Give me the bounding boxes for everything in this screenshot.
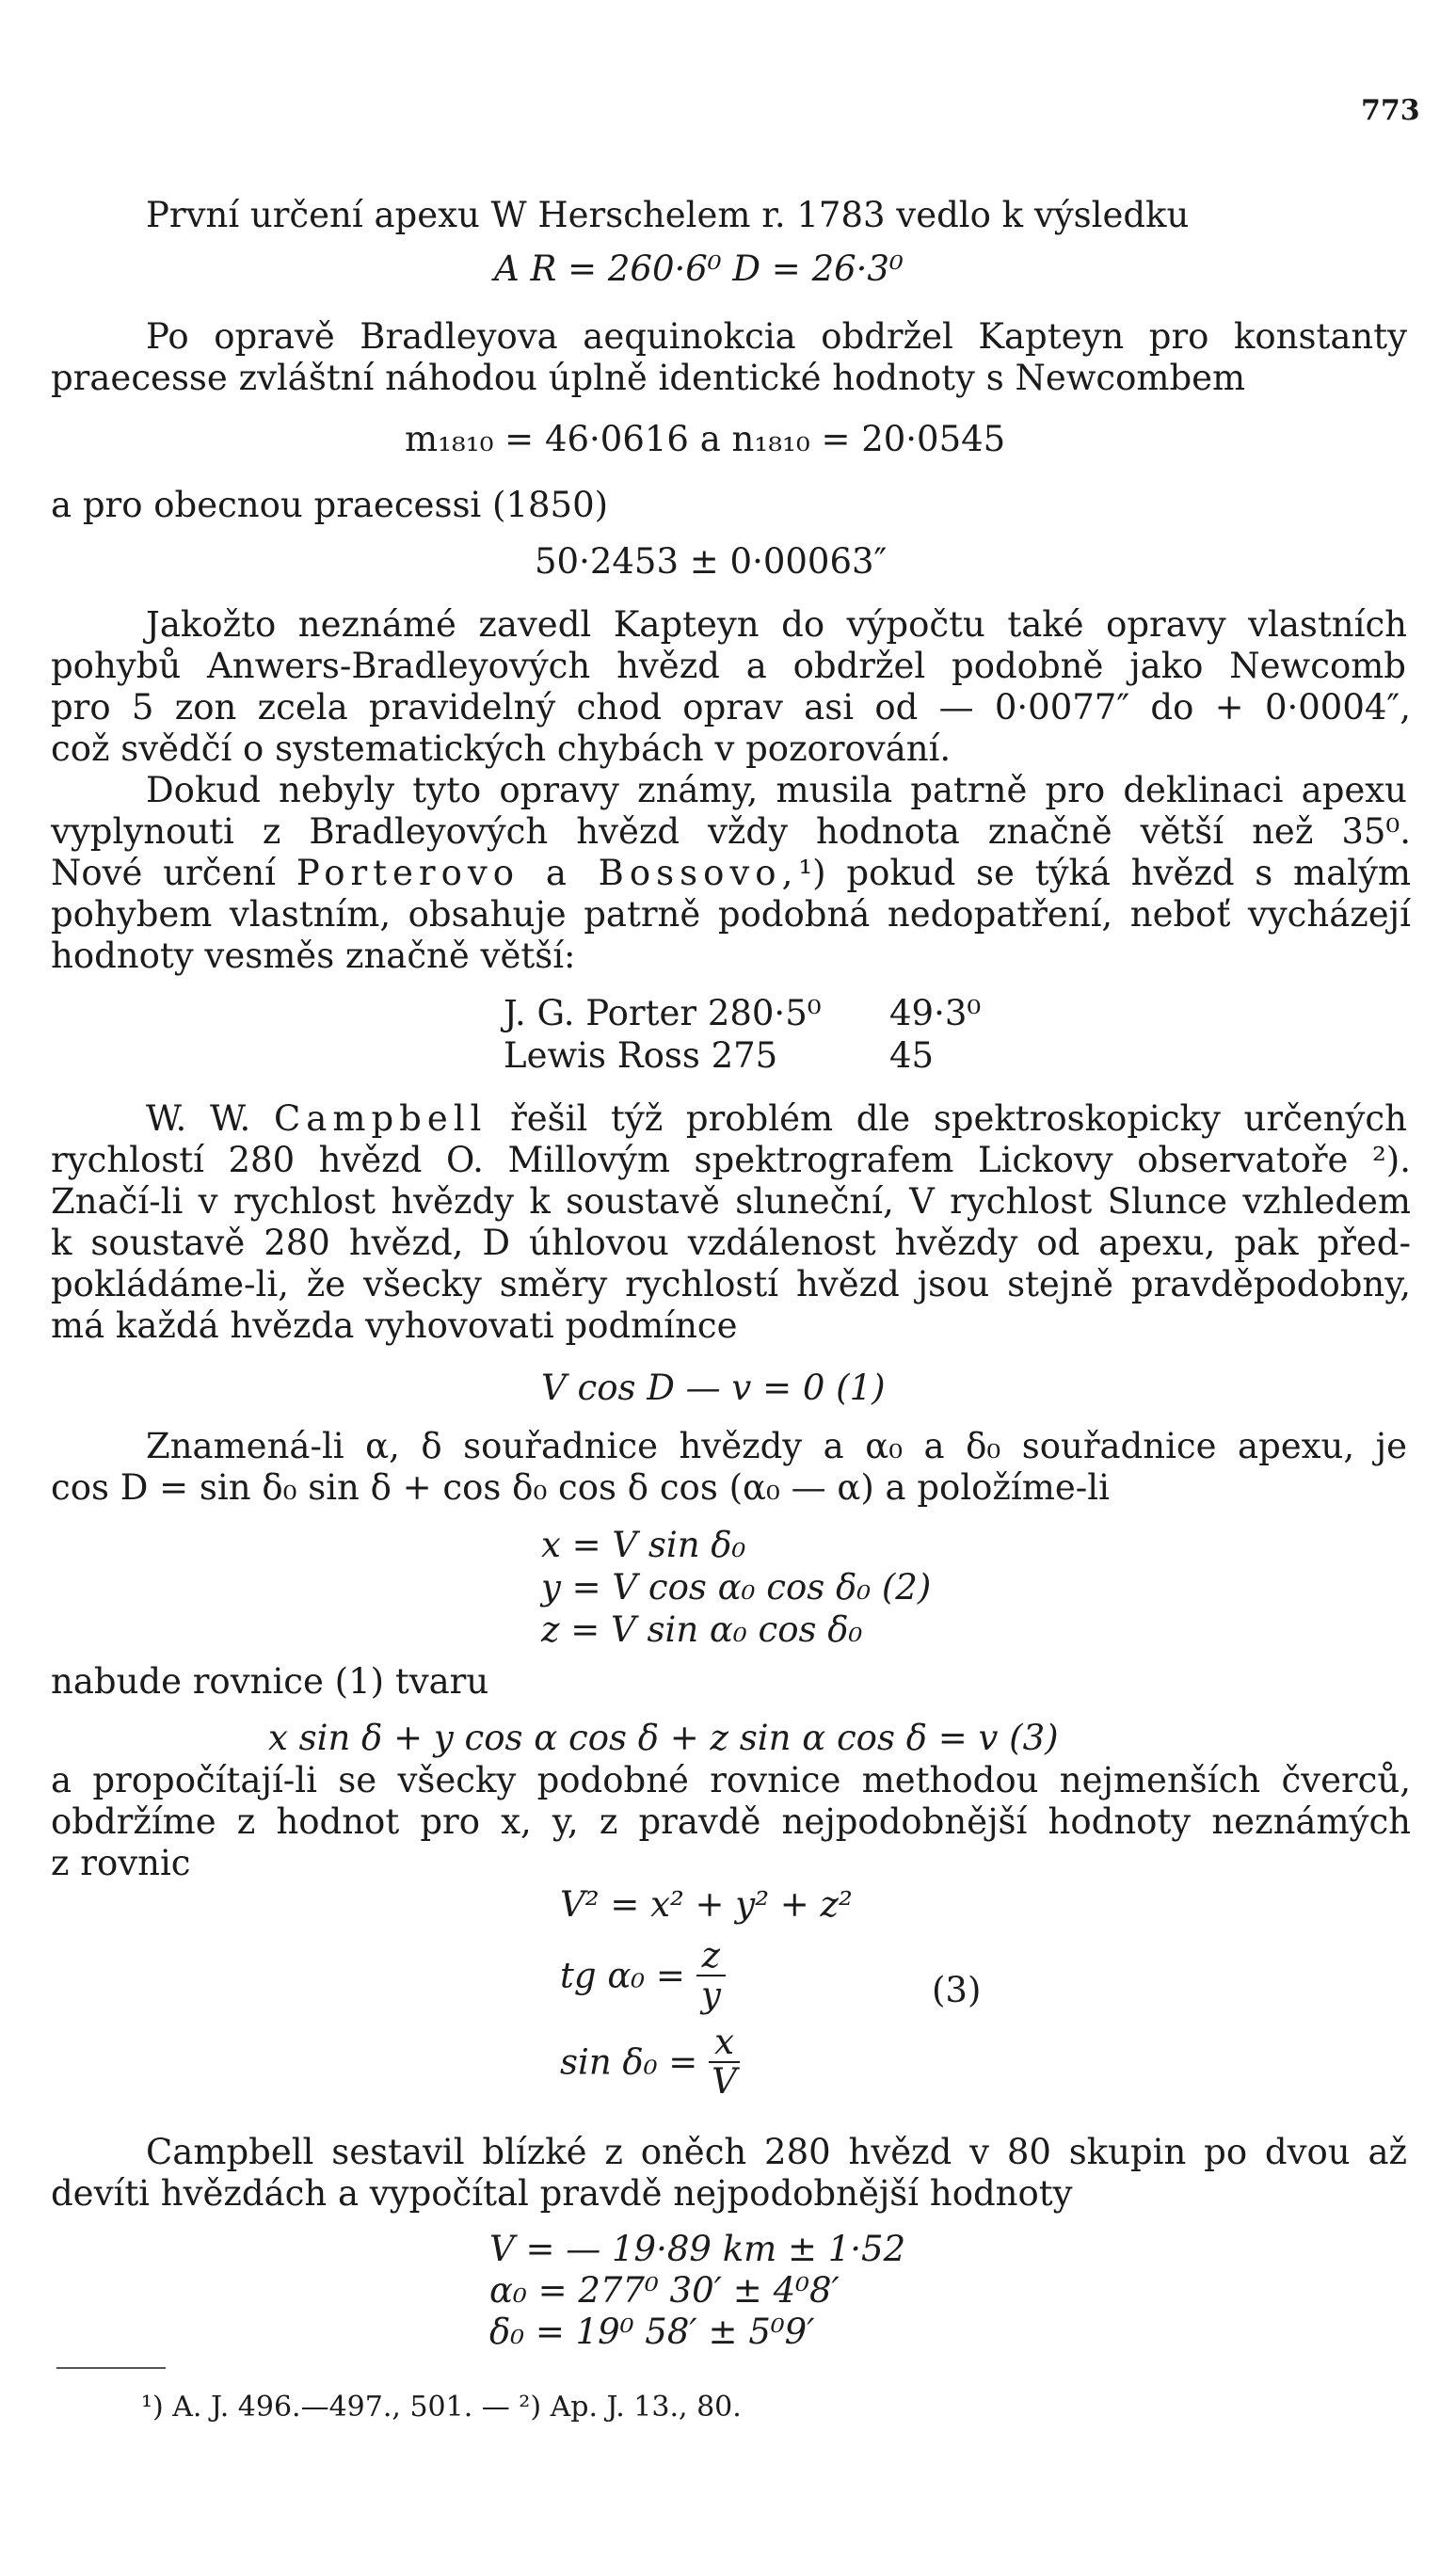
table-cell: 45 (889, 1035, 935, 1076)
text-span: Nové určení (51, 853, 277, 893)
result-alpha: α₀ = 277⁰ 30′ ± 4⁰8′ (489, 2270, 840, 2311)
text-line: a propočítají-li se všecky podobné rovnice methodou nejmenších čverců, (51, 1760, 1411, 1800)
table-cell: 49·3⁰ (889, 993, 982, 1033)
equation-m-n: m₁₈₁₀ = 46·0616 a n₁₈₁₀ = 20·0545 (405, 419, 1006, 459)
equation-1: V cos D — v = 0 (1) (541, 1368, 886, 1408)
text-line: praecesse zvláštní náhodou úplně identické hodnoty s Newcombem (51, 358, 1246, 398)
equation-number: (3) (932, 1970, 982, 2010)
equation-2-z: z = V sin α₀ cos δ₀ (541, 1609, 863, 1650)
footnotes: ¹) A. J. 496.—497., 501. — ²) Ap. J. 13., 80. (141, 2391, 742, 2424)
text-line: což svědčí o systematických chybách v pozorování. (51, 728, 952, 769)
text-line: hodnoty vesměs značně větší: (51, 936, 576, 976)
eq-left: tg α₀ = (560, 1955, 685, 1996)
text-line: vyplynouti z Bradleyových hvězd vždy hodnota značně větší než 35⁰. (51, 811, 1411, 852)
text-span: ¹) pokud se týká hvězd s malým (798, 853, 1412, 893)
text-line (51, 853, 1411, 893)
text-line: pokládáme-li, že všecky směry rychlostí hvězd jsou stejně pravděpodobny, (51, 1264, 1411, 1304)
text-line: Značí-li v rychlost hvězdy k soustavě sluneční, V rychlost Slunce vzhledem (51, 1181, 1411, 1222)
text-line: k soustavě 280 hvězd, D úhlovou vzdálenost hvězdy od apexu, pak před- (51, 1223, 1411, 1263)
numerator: x (709, 2024, 740, 2063)
text-span: řešil týž problém dle spektroskopicky určených (510, 1098, 1407, 1139)
eq-left: sin δ₀ = (560, 2041, 698, 2083)
table-cell: Lewis Ross 275 (504, 1035, 778, 1076)
result-v: V = — 19·89 km ± 1·52 (489, 2229, 906, 2269)
text-line: pohybem vlastním, obsahuje patrně podobná nedopatření, neboť vycházejí (51, 894, 1411, 935)
text-line: cos D = sin δ₀ sin δ + cos δ₀ cos δ cos (α₀ — α) a položíme-li (51, 1467, 1110, 1508)
fraction (709, 2024, 740, 2101)
footnote-divider (56, 2367, 166, 2369)
text-line: rychlostí 280 hvězd O. Millovým spektrografem Lickovy observatoře ²). (51, 1140, 1411, 1180)
text-line: pro 5 zon zcela pravidelný chod oprav asi od — 0·0077″ do + 0·0004″, (51, 687, 1411, 728)
text-line: První určení apexu W Herschelem r. 1783 vedlo k výsledku (146, 195, 1190, 235)
equation-ar-d: A R = 260·6⁰ D = 26·3⁰ (494, 248, 904, 289)
denominator: y (700, 1975, 721, 2015)
equation-sin-delta (560, 2024, 740, 2101)
text-line: Jakožto neznámé zavedl Kapteyn do výpočtu také opravy vlastních (146, 604, 1407, 645)
text-line: devíti hvězdách a vypočítal pravdě nejpodobnější hodnoty (51, 2173, 1073, 2214)
text-line: Campbell sestavil blízké z oněch 280 hvězd v 80 skupin po dvou až (146, 2132, 1407, 2172)
name-spaced: Campbell (274, 1098, 488, 1139)
equation-2-y: y = V cos α₀ cos δ₀ (2) (541, 1567, 932, 1608)
page-number: 773 (1361, 94, 1420, 127)
text-line: Dokud nebyly tyto opravy známy, musila patrně pro deklinaci apexu (146, 770, 1407, 810)
text-line: obdržíme z hodnot pro x, y, z pravdě nejpodobnější hodnoty neznámých (51, 1801, 1411, 1842)
text-line: a pro obecnou praecessi (1850) (51, 485, 609, 525)
result-delta: δ₀ = 19⁰ 58′ ± 5⁰9′ (489, 2312, 815, 2352)
equation-2-x: x = V sin δ₀ (541, 1525, 746, 1565)
text-line: Po opravě Bradleyova aequinokcia obdržel Kapteyn pro konstanty (146, 316, 1407, 357)
numerator: z (696, 1937, 727, 1976)
equation-v-squared: V² = x² + y² + z² (560, 1884, 853, 1925)
text-line: nabude rovnice (1) tvaru (51, 1661, 489, 1702)
equation-3: x sin δ + y cos α cos δ + z sin α cos δ = v (3) (268, 1718, 1059, 1758)
text-line: z rovnic (51, 1843, 191, 1883)
fraction (696, 1937, 727, 2014)
equation-praecessi: 50·2453 ± 0·00063″ (535, 541, 888, 582)
names-spaced: Porterovo a Bossovo, (296, 853, 799, 893)
text-line: má každá hvězda vyhovovati podmínce (51, 1305, 738, 1346)
text-line (146, 1098, 1407, 1139)
text-span: W. W. (146, 1098, 251, 1139)
equation-tg-alpha (560, 1937, 726, 2014)
text-line: Znamená-li α, δ souřadnice hvězdy a α₀ a δ₀ souřadnice apexu, je (146, 1426, 1407, 1466)
denominator: V (712, 2061, 737, 2102)
table-cell: J. G. Porter 280·5⁰ (504, 993, 822, 1033)
text-line: pohybů Anwers-Bradleyových hvězd a obdržel podobně jako Newcomb (51, 646, 1406, 686)
